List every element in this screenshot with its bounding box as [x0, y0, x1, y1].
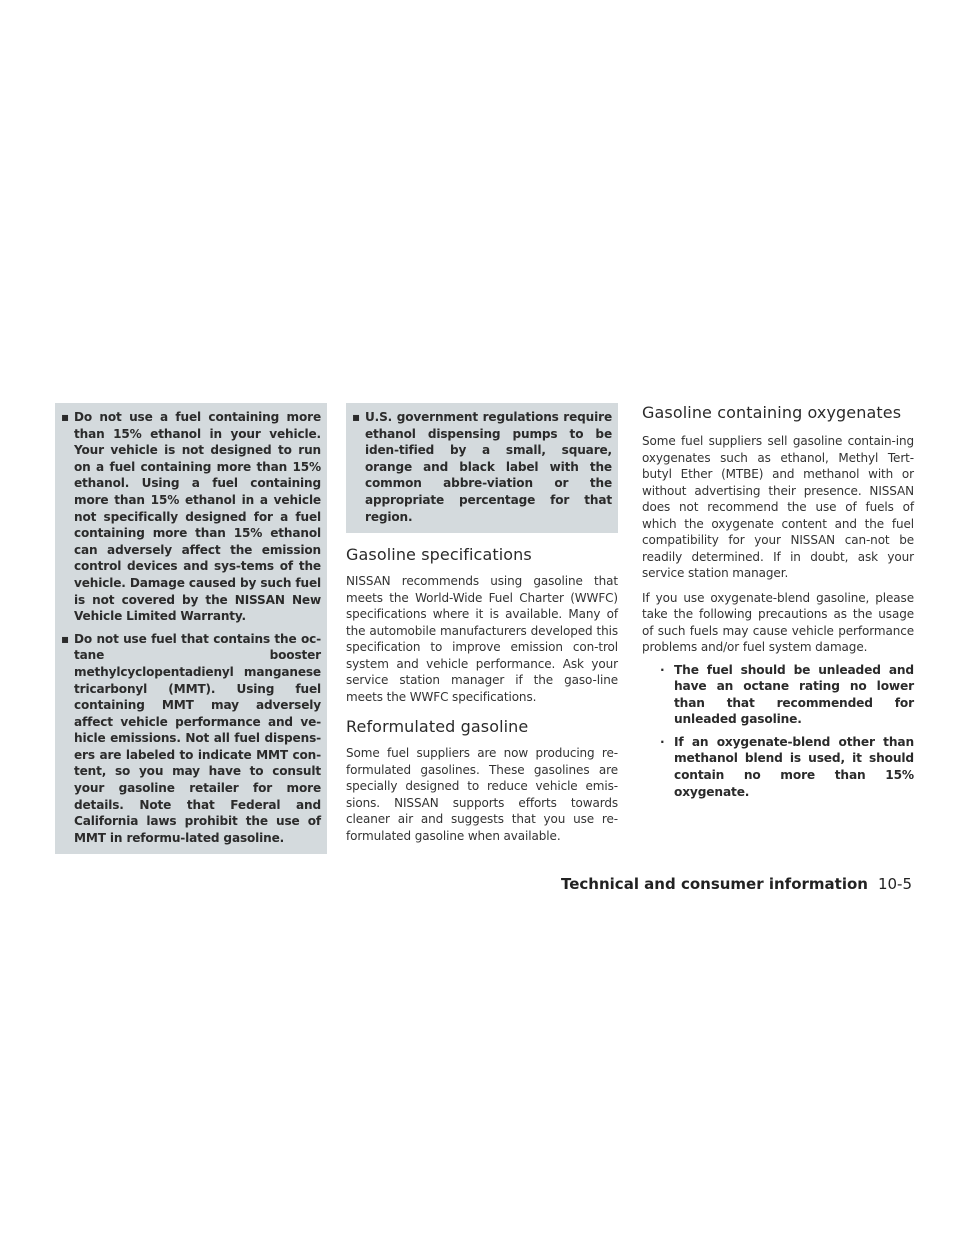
- column-right: [642, 403, 914, 800]
- warning-box-pump-labels: [346, 403, 618, 533]
- bullet-icon: ▪: [61, 631, 70, 646]
- paragraph-oxygenates-precautions: If you use oxygenate-blend gasoline, please take the following precautions as the usage of such fuels may cause vehicle performance problems and/or fuel system damage.: [642, 590, 914, 654]
- precaution-text: If an oxygenate-blend other than methanol blend is used, it should contain no more than 15% oxygenate.: [674, 734, 914, 799]
- precaution-text: The fuel should be unleaded and have an octane rating no lower than that recommended for unleaded gasoline.: [674, 662, 914, 727]
- bullet-icon: ▪: [352, 410, 361, 424]
- paragraph-oxygenates-intro: Some fuel suppliers sell gasoline contain-ing oxygenates such as ethanol, Methyl Tert-butyl Ether (MTBE) and methanol with or without advertising their presence. NISSAN does not recommend the use of fuels of which the oxygenate content and the fuel compatibility for your NISSAN can-not be readily determined. If in doubt, ask your service station manager.: [642, 434, 914, 580]
- warning-box-ethanol-mmt: [55, 403, 327, 854]
- paragraph-gasoline-specifications: NISSAN recommends using gasoline that meets the World-Wide Fuel Charter (WWFC) specifications where it is available. Many of the automobile manufacturers developed this specification to improve emission con-trol system and vehicle performance. Ask your service station manager if the gaso-line meets the WWFC specifications.: [346, 574, 618, 704]
- warning-item-ethanol: [59, 409, 321, 625]
- warning-text: Do not use fuel that contains the oc-tane booster methylcyclopentadienyl manganese tricarbonyl (MMT). Using fuel containing MMT may adversely affect vehicle performance and ve-hicle emissions. Not all fuel dispens-ers are labeled to indicate MMT con-tent, so you may have to consult your gasoline retailer for more details. Note that Federal and California laws prohibit the use of MMT in reformu-lated gasoline.: [74, 631, 321, 845]
- paragraph-reformulated-gasoline: Some fuel suppliers are now producing re-formulated gasolines. These gasolines are specially designed to reduce vehicle emis-sions. NISSAN supports efforts towards cleaner air and suggests that you use re-formulated gasoline when available.: [346, 746, 618, 843]
- footer-section-title: Technical and consumer information: [561, 875, 868, 893]
- heading-oxygenates: Gasoline containing oxygenates: [642, 403, 902, 422]
- heading-reformulated-gasoline: Reformulated gasoline: [346, 717, 529, 737]
- warning-item-mmt: [59, 631, 321, 847]
- precaution-item-octane: [660, 662, 914, 728]
- precaution-list: [642, 662, 914, 801]
- warning-list: [350, 409, 612, 525]
- column-middle: [346, 403, 618, 844]
- warning-item-pump-labels: [350, 409, 612, 525]
- page-number: 10-5: [877, 875, 912, 893]
- bullet-icon: ▪: [61, 410, 70, 424]
- column-left: [55, 403, 327, 854]
- precaution-item-oxygenate-limit: [660, 734, 914, 800]
- warning-text: Do not use a fuel containing more than 15% ethanol in your vehicle. Your vehicle is not designed to run on a fuel containing more than 15% ethanol. Using a fuel containing more than 15% ethanol in a vehicle not specifically designed for a fuel containing more than 15% ethanol can adversely affect the emission control devices and sys-tems of the vehicle. Damage caused by such fuel is not covered by the NISSAN New Vehicle Limited Warranty.: [74, 410, 321, 624]
- bullet-icon: ·: [660, 734, 665, 749]
- bullet-icon: ·: [660, 662, 665, 677]
- page-footer: [561, 874, 912, 894]
- warning-text: U.S. government regulations require ethanol dispensing pumps to be iden-tified by a small, square, orange and black label with the common abbre-viation or the appropriate percentage for that region.: [365, 410, 612, 524]
- heading-gasoline-specifications: Gasoline specifications: [346, 545, 532, 565]
- warning-list: [59, 409, 321, 846]
